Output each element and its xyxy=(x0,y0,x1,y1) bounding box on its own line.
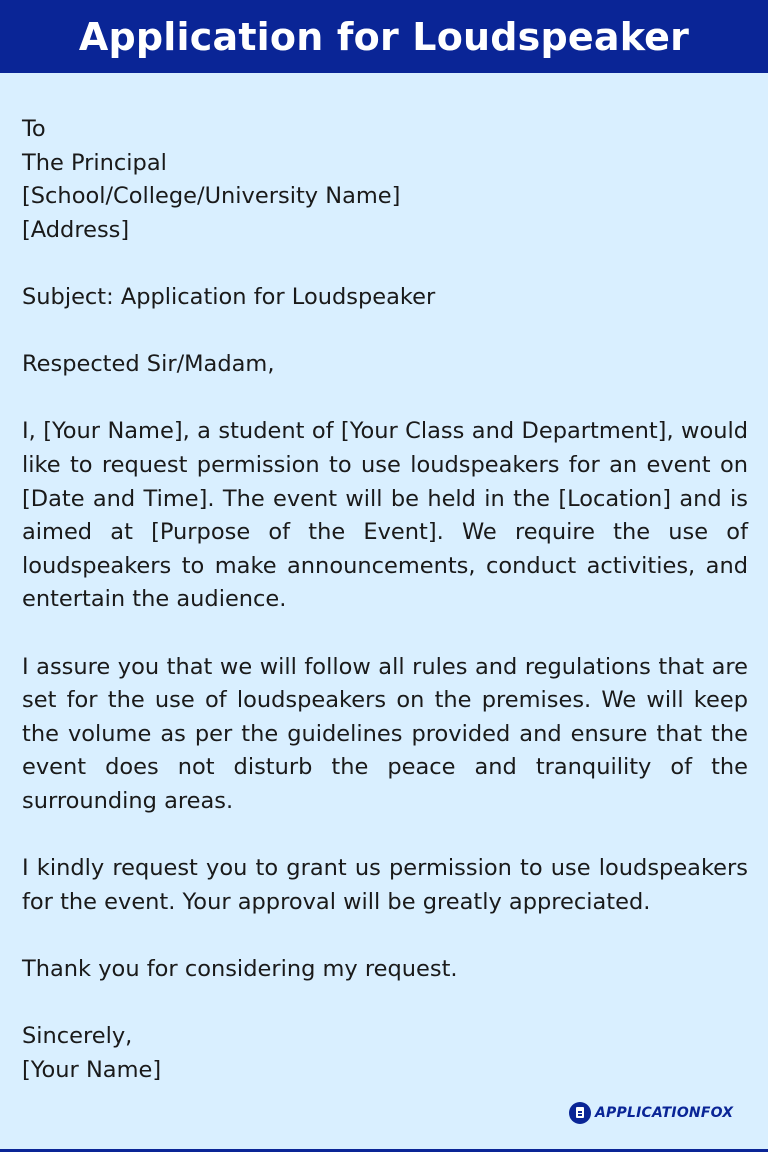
thanks-line: Thank you for considering my request. xyxy=(22,955,458,982)
signature-line: [Your Name] xyxy=(22,1056,162,1083)
salutation: Respected Sir/Madam, xyxy=(22,351,275,378)
brand-name: APPLICATIONFOX xyxy=(595,1105,734,1121)
address-line-address: [Address] xyxy=(22,216,130,243)
address-line-to: To xyxy=(22,116,46,142)
title-banner xyxy=(0,0,768,73)
page-title: Application for Loudspeaker xyxy=(78,14,690,59)
letter-body xyxy=(22,113,748,1087)
paragraph-assurance: I assure you that we will follow all rules and regulations that are set for the use of loudspeakers on the premises. We will keep the volume as per the guidelines provided and ensure that the event does not disturb the peace and tranquility of the surrounding areas. xyxy=(22,653,748,814)
address-line-institution: [School/College/University Name] xyxy=(22,183,401,210)
brand-logo xyxy=(569,1102,733,1124)
address-line-recipient: The Principal xyxy=(22,149,167,176)
paragraph-closing-request: I kindly request you to grant us permission to use loudspeakers for the event. Your approval will be greatly appreciated. xyxy=(22,855,748,915)
subject-line: Subject: Application for Loudspeaker xyxy=(22,283,436,310)
document-icon xyxy=(569,1102,591,1124)
closing-line: Sincerely, xyxy=(22,1023,133,1050)
paragraph-request: I, [Your Name], a student of [Your Class and Department], would like to request permission to use loudspeakers for an event on [Date and Time]. The event will be held in the [Location] and is aimed at [Purpose of the Event]. We require the use of loudspeakers to make announcements, conduct activities, and entertain the audience. xyxy=(22,418,748,613)
